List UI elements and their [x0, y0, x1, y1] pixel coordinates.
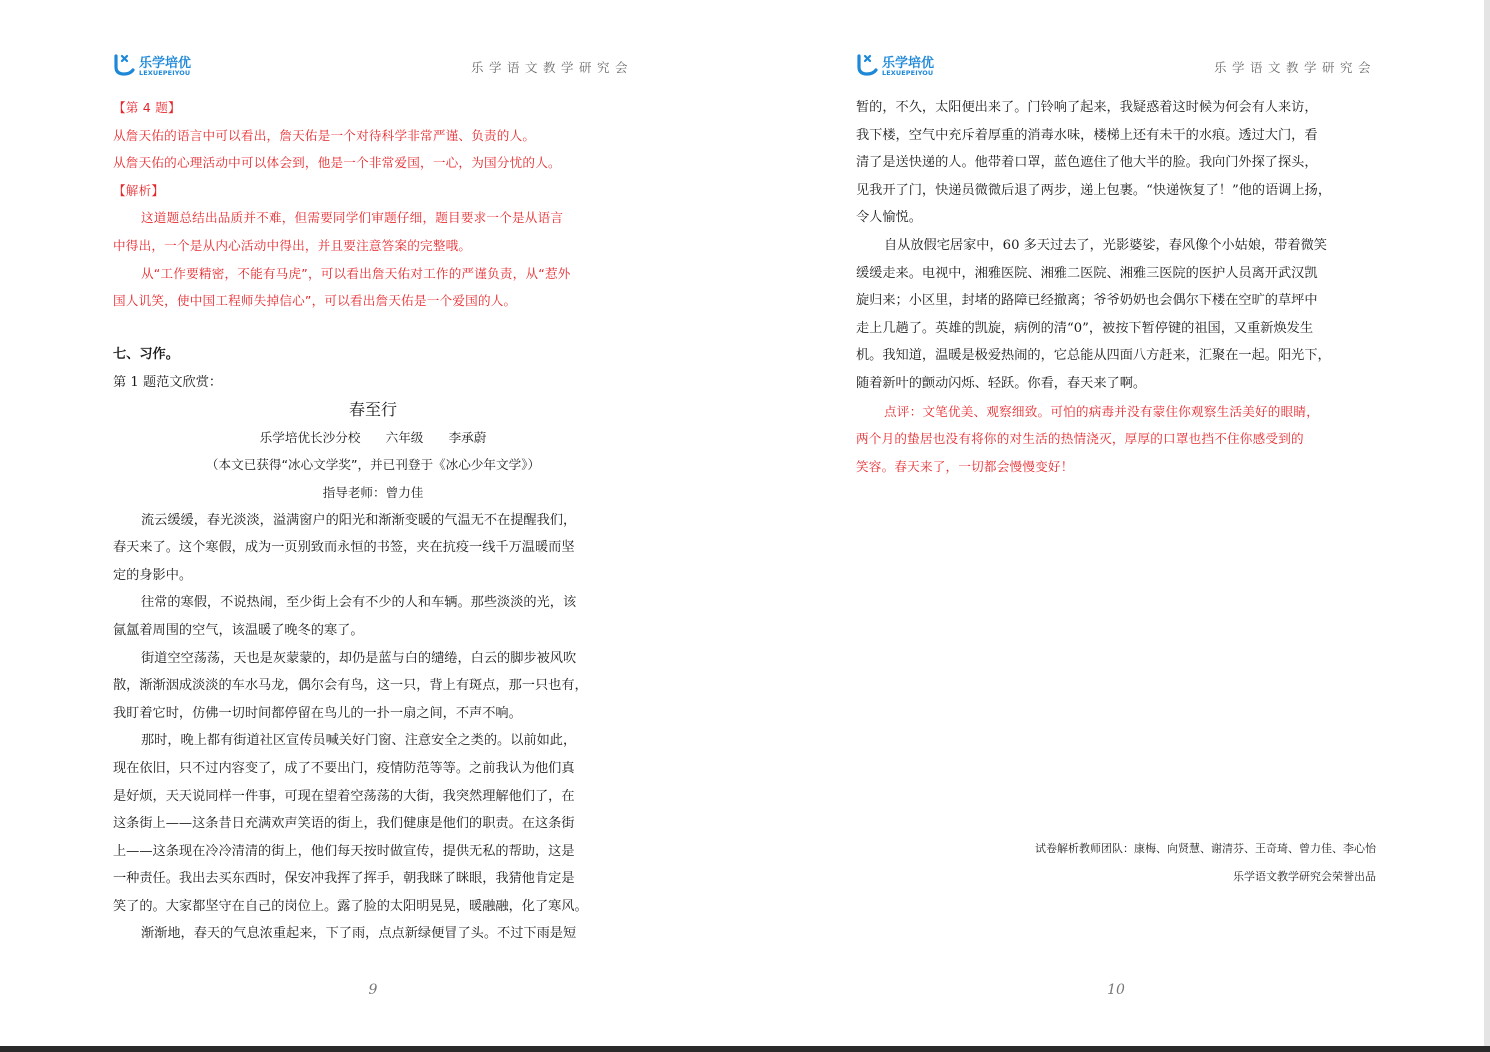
- essay-line: 现在依旧，只不过内容变了，成了不要出门，疫情防范等等。之前我认为他们真: [113, 760, 575, 776]
- essay-line: 是好烦，天天说同样一件事，可现在望着空荡荡的大街，我突然理解他们了，在: [113, 788, 575, 804]
- header-title: 乐学语文教学研究会: [1213, 60, 1376, 75]
- essay-line: 自从放假宅居家中，60 多天过去了，光影婆娑，春风像个小姑娘，带着微笑: [884, 237, 1327, 253]
- essay-line: 我盯着它时，仿佛一切时间都停留在鸟儿的一扑一扇之间，不声不响。: [113, 705, 522, 721]
- page-number: 9: [368, 982, 378, 998]
- analysis-line: 国人讥笑，使中国工程师失掉信心”，可以看出詹天佑是一个爱国的人。: [113, 293, 517, 309]
- answer-section: [113, 94, 633, 315]
- essay-byline: 乐学培优长沙分校 六年级 李承蔚: [259, 429, 487, 445]
- essay-line: 街道空空荡荡，天也是灰蒙蒙的，却仍是蓝与白的缱绻，白云的脚步被风吹: [141, 650, 577, 666]
- essay-line: 笑了的。大家都坚守在自己的岗位上。露了脸的太阳明晃晃，暖融融，化了寒风。: [113, 898, 588, 914]
- essay-line: 往常的寒假，不说热闹，至少街上会有不少的人和车辆。那些淡淡的光，该: [141, 595, 577, 611]
- viewer-scrollbar-edge[interactable]: [1484, 0, 1490, 1046]
- essay-line: 一种责任。我出去买东西时，保安冲我挥了挥手，朝我眯了眯眼，我猜他肯定是: [113, 871, 575, 887]
- essay-line: 令人愉悦。: [856, 210, 922, 226]
- header-title: 乐学语文教学研究会: [470, 60, 633, 75]
- question-label: 【第 4 题】: [113, 100, 181, 115]
- essay-line: 那时，晚上都有街道社区宣传员喊关好门窗、注意安全之类的。以前如此，: [141, 733, 577, 749]
- brand-logo: [856, 52, 946, 82]
- credits-publisher: 乐学语文教学研究会荣誉出品: [1233, 870, 1376, 883]
- essay-line: 流云缓缓，春光淡淡，溢满窗户的阳光和渐渐变暖的气温无不在提醒我们，: [141, 512, 577, 528]
- teacher-comment-line: 两个月的蛰居也没有将你的对生活的热情浇灭，厚厚的口罩也挡不住你感受到的: [856, 431, 1304, 447]
- essay-line: 见我开了门，快递员微微后退了两步，递上包裹。“快递恢复了！”他的语调上扬，: [856, 182, 1332, 198]
- essay-line: 定的身影中。: [113, 567, 193, 583]
- essay-line: 我下楼，空气中充斥着厚重的消毒水味，楼梯上还有未干的水痕。透过大门，看: [856, 127, 1318, 143]
- essay-award-note: （本文已获得“冰心文学奖”，并已刊登于《冰心少年文学》）: [205, 457, 541, 473]
- answer-line: 从詹天佑的语言中可以看出，詹天佑是一个对待科学非常严谨、负责的人。: [113, 127, 536, 143]
- essay-line: 走上几趟了。英雄的凯旋，病例的清“0”，被按下暂停键的祖国，又重新焕发生: [856, 320, 1314, 336]
- writing-section: [113, 341, 633, 948]
- logo-english-name: LEXUEPEIYOU: [139, 69, 191, 77]
- window-bottom-bar: [0, 1046, 1490, 1052]
- logo-english-name: LEXUEPEIYOU: [882, 69, 934, 77]
- essay-continuation: [856, 94, 1376, 480]
- answer-line: 从詹天佑的心理活动中可以体会到，他是一个非常爱国，一心，为国分忧的人。: [113, 155, 561, 171]
- essay-line: 机。我知道，温暖是极爱热闹的，它总能从四面八方赶来，汇聚在一起。阳光下，: [856, 348, 1331, 364]
- essay-line: 春天来了。这个寒假，成为一页别致而永恒的书签，夹在抗疫一线千万温暖而坚: [113, 540, 575, 556]
- teacher-comment-line: 笑容。春天来了，一切都会慢慢变好！: [856, 458, 1074, 474]
- section-heading: 七、习作。: [113, 347, 179, 362]
- essay-line: 暂的，不久，太阳便出来了。门铃响了起来，我疑惑着这时候为何会有人来访，: [856, 100, 1318, 115]
- essay-line: 清了是送快递的人。他带着口罩，蓝色遮住了他大半的脸。我向门外探了探头，: [856, 155, 1318, 171]
- teacher-comment-line: 点评：文笔优美、观察细致。可怕的病毒并没有蒙住你观察生活美好的眼睛，: [884, 403, 1319, 419]
- logo-chinese-name: 乐学培优: [139, 56, 192, 71]
- logo-chinese-name: 乐学培优: [882, 56, 935, 71]
- analysis-label: 【解析】: [113, 182, 165, 198]
- analysis-line: 这道题总结出品质并不难，但需要同学们审题仔细，题目要求一个是从语言: [141, 210, 564, 226]
- essay-line: 上——这条现在冷冷清清的街上，他们每天按时做宣传，提供无私的帮助，这是: [113, 843, 575, 859]
- logo-icon: [113, 53, 135, 77]
- brand-logo: [113, 52, 203, 82]
- essay-line: 旋归来；小区里，封堵的路障已经撤离；爷爷奶奶也会偶尔下楼在空旷的草坪中: [856, 293, 1318, 309]
- analysis-line: 从“工作要精密，不能有马虎”，可以看出詹天佑对工作的严谨负责，从“惹外: [141, 265, 571, 281]
- sub-heading: 第 1 题范文欣赏：: [113, 374, 223, 390]
- essay-line: 随着新叶的颤动闪烁、轻跃。你看，春天来了啊。: [856, 375, 1147, 391]
- analysis-line: 中得出，一个是从内心活动中得出，并且要注意答案的完整哦。: [113, 237, 472, 253]
- essay-line: 缓缓走来。电视中，湘雅医院、湘雅二医院、湘雅三医院的医护人员离开武汉凯: [856, 265, 1318, 281]
- page-10: [843, 0, 1403, 1046]
- essay-line: 散，渐渐洇成淡淡的车水马龙，偶尔会有鸟，这一只，背上有斑点，那一只也有，: [113, 678, 588, 694]
- essay-teacher: 指导老师：曾力佳: [322, 484, 424, 500]
- essay-line: 这条街上——这条昔日充满欢声笑语的街上，我们健康是他们的职责。在这条街: [113, 816, 575, 832]
- page-9: [100, 0, 660, 1046]
- logo-icon: [856, 53, 878, 77]
- essay-line: 渐渐地，春天的气息浓重起来，下了雨，点点新绿便冒了头。不过下雨是短: [141, 926, 577, 942]
- credits-team: 试卷解析教师团队：康梅、向贤慧、谢清芬、王奇琦、曾力佳、李心怡: [1035, 842, 1376, 855]
- page-number: 10: [1107, 982, 1125, 998]
- page-header: [113, 52, 633, 82]
- essay-title: 春至行: [348, 400, 397, 420]
- page-header: [856, 52, 1376, 82]
- credits-block: [856, 835, 1376, 891]
- essay-line: 氤氲着周围的空气，该温暖了晚冬的寒了。: [113, 622, 364, 638]
